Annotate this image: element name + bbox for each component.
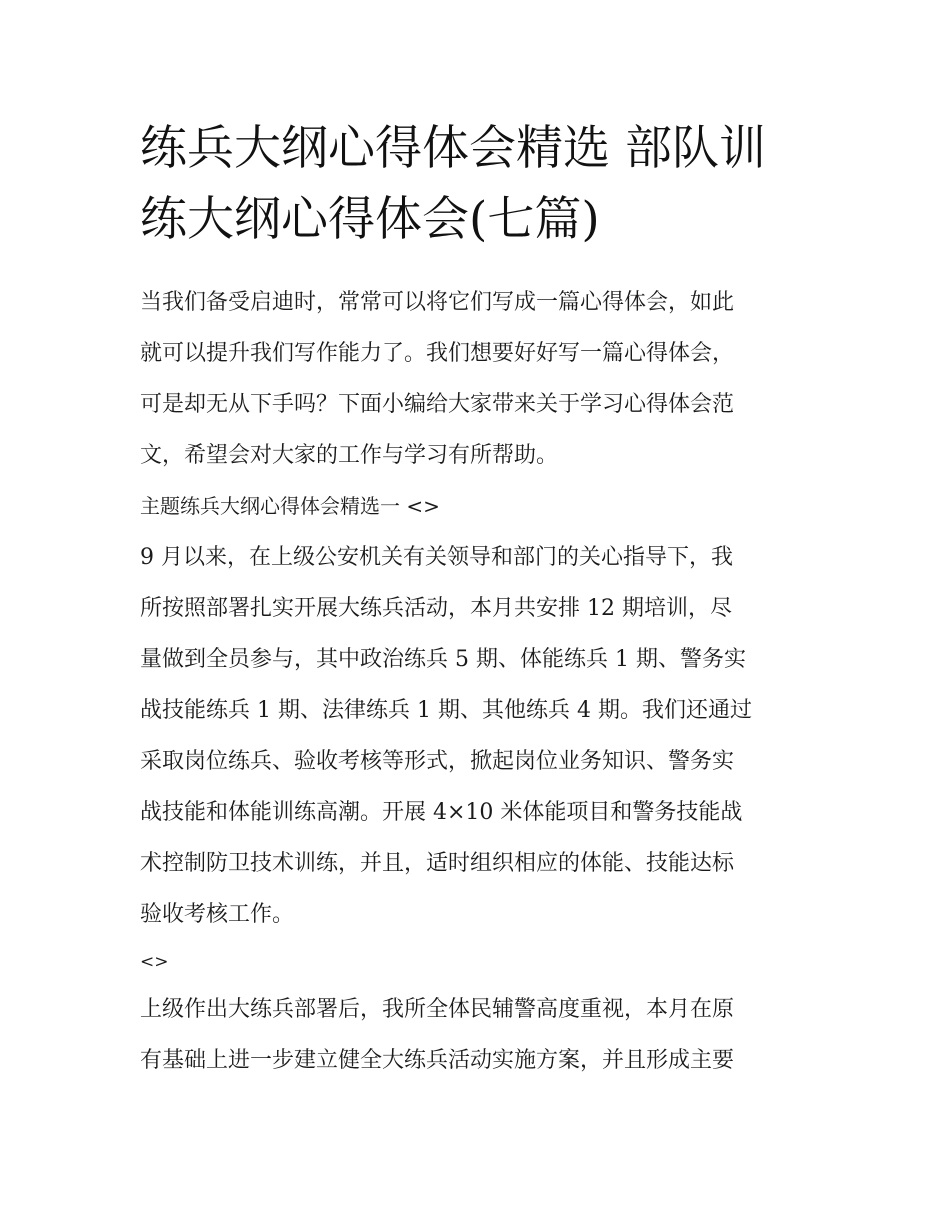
text-line: 量做到全员参与，其中政治练兵 5 期、体能练兵 1 期、警务实 bbox=[140, 647, 746, 672]
intro-paragraph bbox=[140, 277, 820, 481]
text-line: 有基础上进一步建立健全大练兵活动实施方案，并且形成主要 bbox=[140, 1048, 735, 1073]
text-line: 采取岗位练兵、验收考核等形式，掀起岗位业务知识、警务实 bbox=[140, 749, 735, 774]
text-line: 战技能练兵 1 期、法律练兵 1 期、其他练兵 4 期。我们还通过 bbox=[140, 698, 752, 723]
text-line: 战技能和体能训练高潮。开展 4×10 米体能项目和警务技能战 bbox=[140, 800, 743, 825]
title-line: 练大纲心得体会(七篇) bbox=[140, 192, 600, 247]
text-line: 当我们备受启迪时，常常可以将它们写成一篇心得体会，如此 bbox=[140, 290, 735, 315]
text-line: 9 月以来，在上级公安机关有关领导和部门的关心指导下，我 bbox=[140, 545, 733, 570]
text-line: 上级作出大练兵部署后，我所全体民辅警高度重视，本月在原 bbox=[140, 997, 735, 1022]
section-heading: 主题练兵大纲心得体会精选一 <> bbox=[140, 494, 440, 518]
text-line: 可是却无从下手吗？下面小编给大家带来关于学习心得体会范 bbox=[140, 392, 735, 417]
text-line: 文，希望会对大家的工作与学习有所帮助。 bbox=[140, 443, 559, 468]
section-marker: <> bbox=[140, 952, 169, 972]
text-line: 术控制防卫技术训练，并且，适时组织相应的体能、技能达标 bbox=[140, 851, 735, 876]
text-line: 所按照部署扎实开展大练兵活动，本月共安排 12 期培训，尽 bbox=[140, 596, 732, 621]
title-line: 练兵大纲心得体会精选 部队训 bbox=[140, 121, 766, 176]
text-line: 就可以提升我们写作能力了。我们想要好好写一篇心得体会， bbox=[140, 341, 735, 366]
document-title bbox=[140, 113, 820, 255]
body-paragraph-2 bbox=[140, 984, 820, 1086]
text-line: 验收考核工作。 bbox=[140, 902, 295, 927]
body-paragraph-1 bbox=[140, 532, 820, 940]
document-body bbox=[140, 277, 820, 1086]
